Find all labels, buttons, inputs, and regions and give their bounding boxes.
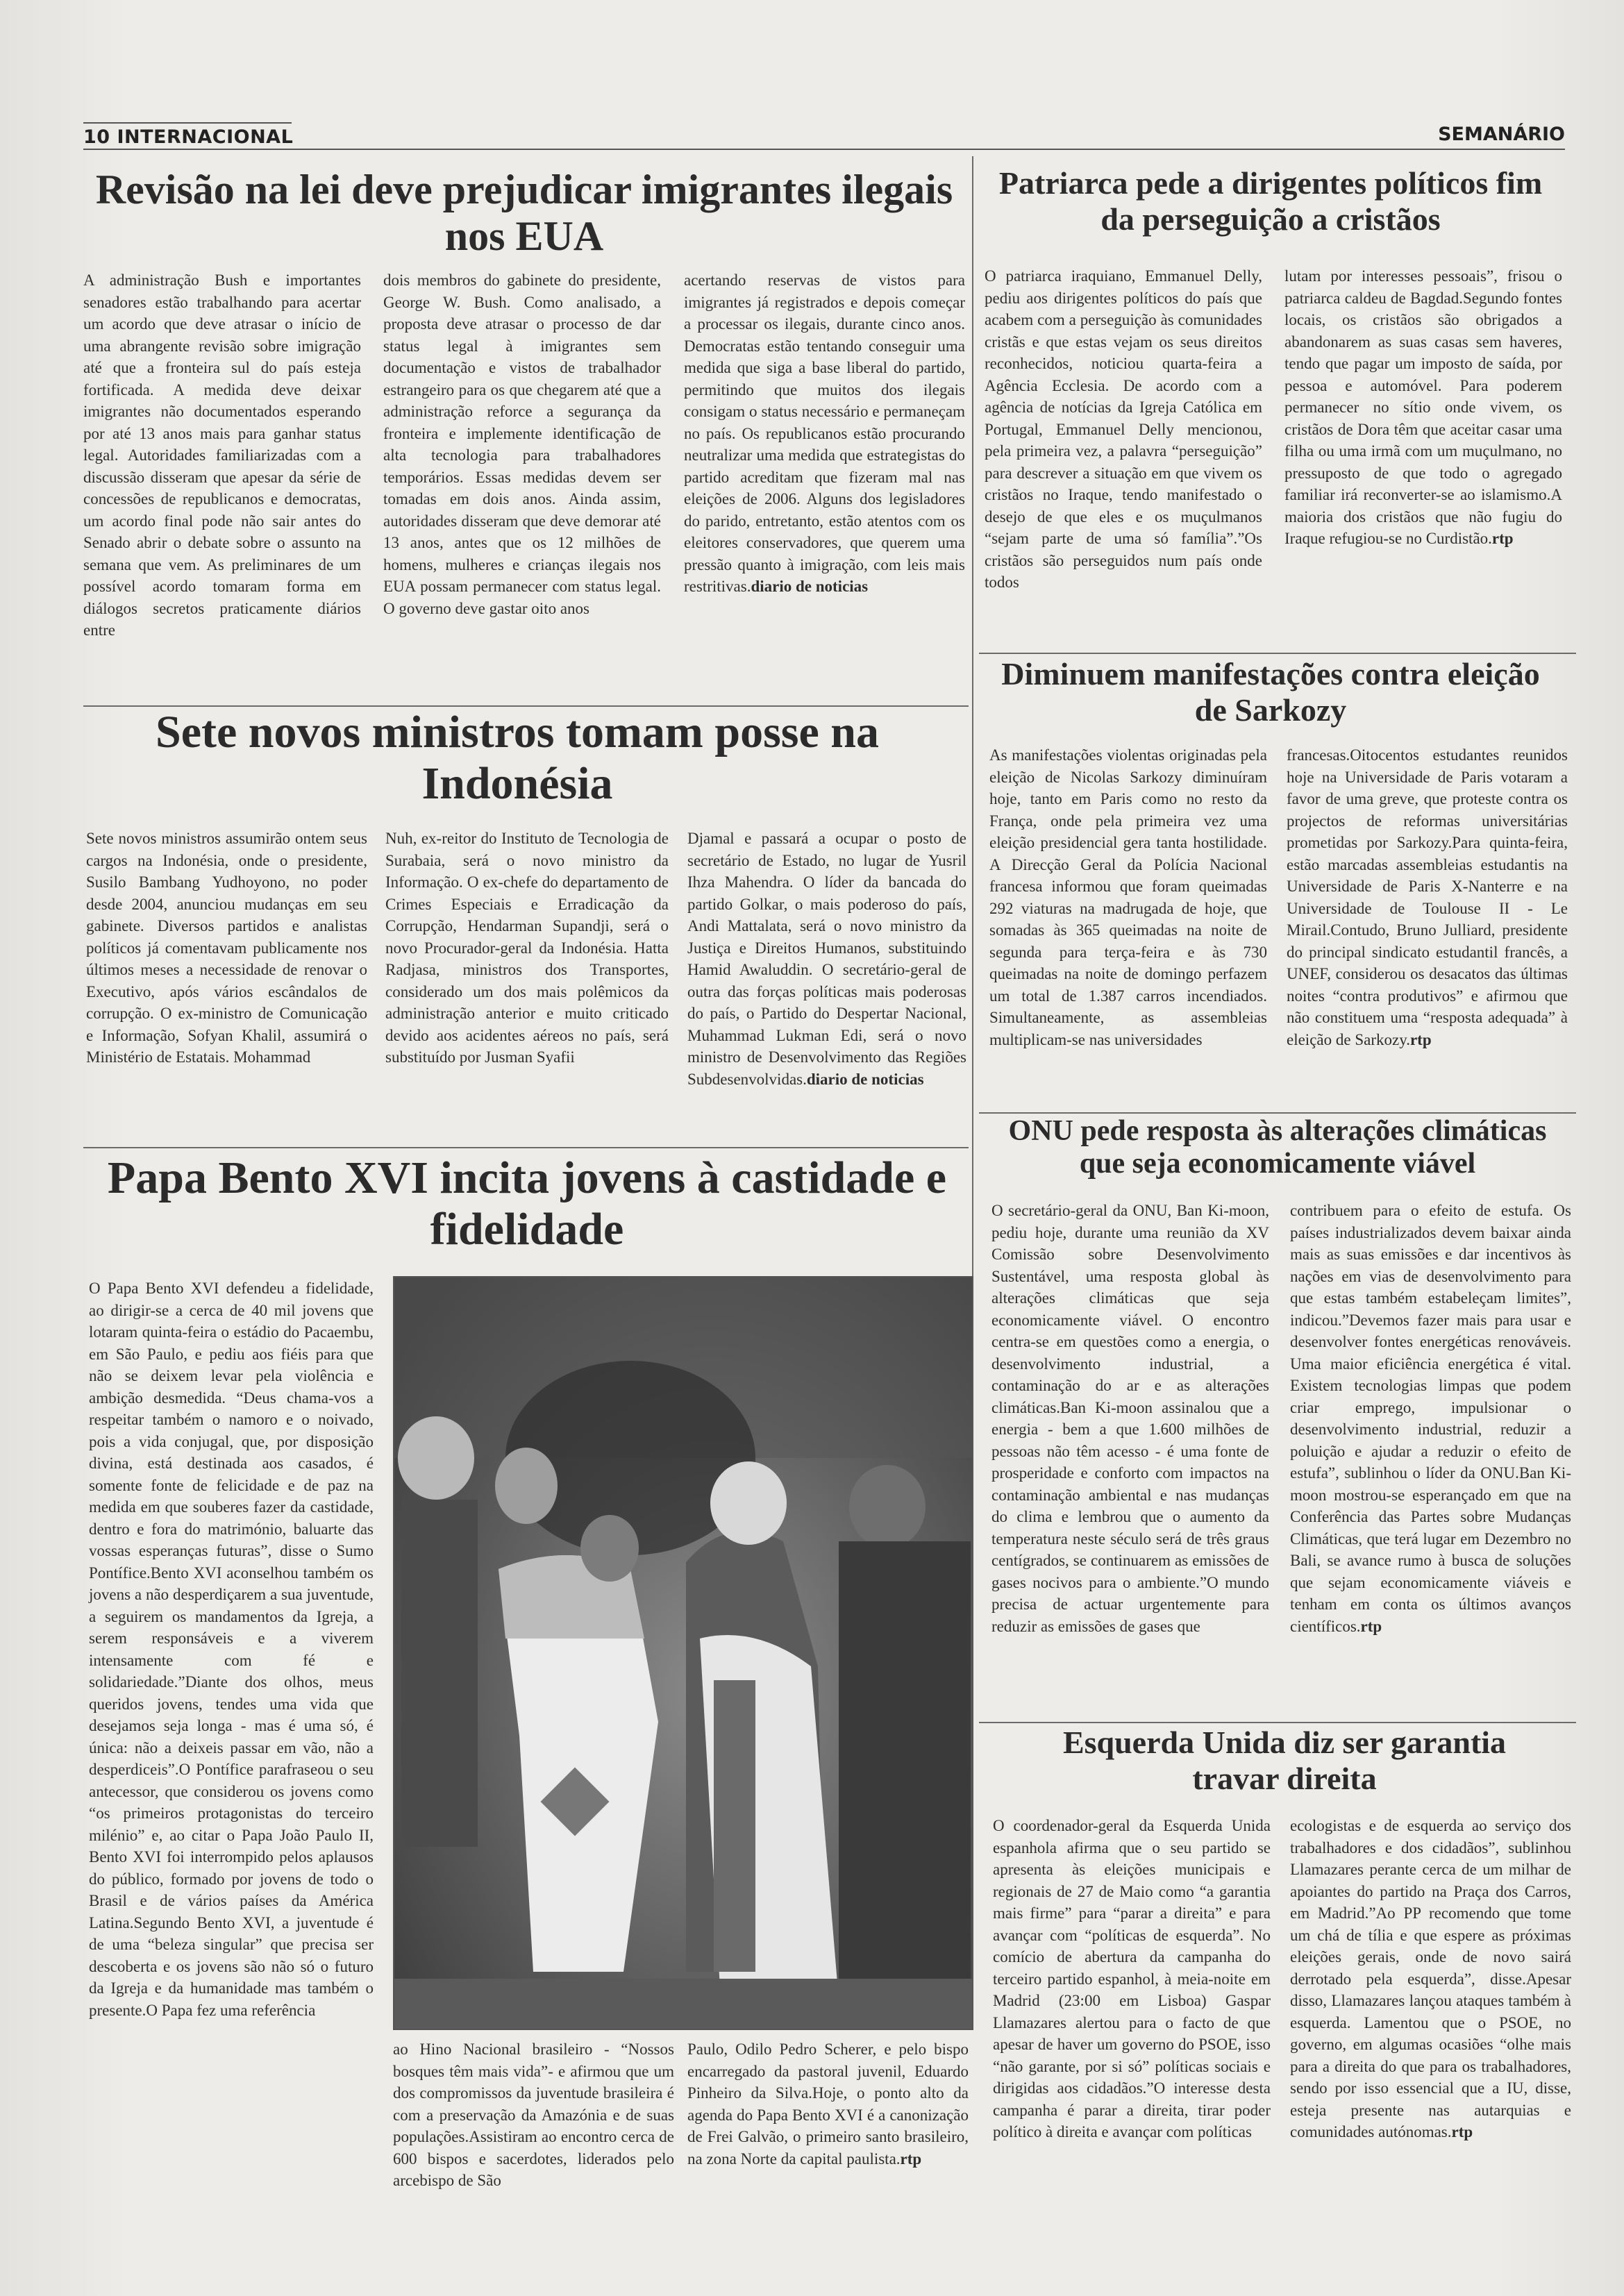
- source-label: rtp: [1451, 2123, 1473, 2140]
- article-papa-col3: Paulo, Odilo Pedro Scherer, e pelo bispo encarregado da pastoral juvenil, Eduardo Pinheiro da Silva.Hoje, o ponto alto da agenda do Papa Bento XVI é a canonização de Frei Galvão, o primeiro santo brasileiro, na zona Norte da capital paulista.rtp: [687, 2041, 969, 2168]
- article-imigrantes-col1: A administração Bush e importantes senadores estão trabalhando para acertar um acordo que deve atrasar o início de uma abrangente revisão sobre imigração até que a fronteira sul do país esteja fortificada. A medida deve deixar imigrantes não documentados esperando por até 13 anos mais para ganhar status legal. Autoridades familiarizadas com a discussão disseram que apesar da série de concessões de republicanos e democratas, um acordo final pode não sair antes do Senado abrir o debate sobre o assunto na semana que vem. As preliminares de um possível acordo tomaram forma em diálogos secretos praticamente diários entre: [83, 271, 361, 639]
- headline-papa: Papa Bento XVI incita jovens à castidade e fidelidade: [107, 1153, 947, 1255]
- source-label: diario de noticias: [806, 1070, 924, 1088]
- article-ministros-col1: Sete novos ministros assumirão ontem seus cargos na Indonésia, onde o presidente, Susilo Bambang Yudhoyono, no poder desde 2004, anunciou mudanças em seu gabinete. Diversos partidos e analistas políticos já comentavam publicamente nos últimos meses a necessidade de renovar o Executivo, após vários escândalos de corrupção. O ex-ministro de Comunicação e Informação, Sofyan Khalil, assumirá o Ministério de Estatais. Mohammad: [86, 830, 367, 1066]
- article-sarkozy-col1: As manifestações violentas originadas pela eleição de Nicolas Sarkozy diminuíram hoje, tanto em Paris como no resto da França, onde pela primeira vez uma eleição presidencial gera tanta hostilidade. A Direcção Geral da Polícia Nacional francesa informou que foram queimadas 292 viaturas na madrugada de hoje, que somadas às 365 queimadas na noite de segunda para terça-feira e às 730 queimadas na noite de domingo perfazem um total de 1.387 carros incendiados. Simultaneamente, as assembleias multiplicam-se nas universidades: [989, 746, 1267, 1048]
- headline-onu: ONU pede resposta às alterações climáticas que seja economicamente viável: [1008, 1115, 1547, 1180]
- article-divider: [979, 1722, 1576, 1723]
- headline-patriarca: Patriarca pede a dirigentes políticos fim da perseguição a cristãos: [998, 165, 1543, 237]
- article-imigrantes-col2: dois membros do gabinete do presidente, George W. Bush. Como analisado, a proposta deve atrasar o processo de dar status legal à imigrantes sem documentação e vistos de trabalhador estrangeiro para os que chegarem até que a administração reforce a segurança da fronteira e implemente identificação de alta tecnologia para trabalhadores temporários. Essas medidas devem ser tomadas em dois anos. Ainda assim, autoridades disseram que deve demorar até 13 anos, antes que os 12 milhões de homens, mulheres e crianças ilegais nos EUA possam permanecer com status legal. O governo deve gastar oito anos: [383, 271, 661, 617]
- source-label: rtp: [1491, 530, 1514, 547]
- headline-imigrantes: Revisão na lei deve prejudicar imigrantes ilegais nos EUA: [95, 167, 953, 260]
- column-divider: [972, 156, 973, 1309]
- paper-name: SEMANÁRIO: [1438, 124, 1565, 145]
- headline-ministros: Sete novos ministros tomam posse na Indonésia: [156, 707, 879, 809]
- pope-photo-image: [394, 1277, 972, 2029]
- header-rule: [83, 149, 1565, 150]
- source-label: diario de noticias: [751, 578, 869, 595]
- article-onu-col2: contribuem para o efeito de estufa. Os países industrializados devem baixar ainda mais as suas emissões e dar incentivos às nações em vias de desenvolvimento para que estas também estabeleçam limites”, indicou.”Devemos fazer mais para usar e desenvolver fontes energéticas renováveis. Uma maior eficiência energética é vital. Existem tecnologias limpas que podem criar emprego, impulsionar o desenvolvimento industrial, reduzir a poluição e ajudar a reduzir o efeito de estufa”, sublinhou o líder da ONU.Ban Ki-moon mostrou-se esperançado em que na Conferência das Partes sobre Mudanças Climáticas, que terá lugar em Dezembro no Bali, se avance rumo à busca de soluções que sejam economicamente viáveis e tenham em conta os últimos avanços científicos.rtp: [1290, 1202, 1571, 1635]
- article-divider: [83, 1147, 969, 1148]
- section-label: 10 INTERNACIONAL: [83, 126, 294, 148]
- article-sarkozy-col2: francesas.Oitocentos estudantes reunidos hoje na Universidade de Paris votaram a favor de uma greve, que proteste contra os projectos de reformas universitárias prometidas por Sarkozy.Para quinta-feira, estão marcadas assembleias estudantis na Universidade de Paris X-Nanterre e na Universidade de Toulouse II - Le Mirail.Contudo, Bruno Julliard, presidente do principal sindicato estudantil francês, a UNEF, considerou os desacatos das últimas noites “contra produtivos” e afirmou que não constituem uma “resposta adequada” à eleição de Sarkozy.rtp: [1287, 746, 1568, 1048]
- article-ministros-col2: Nuh, ex-reitor do Instituto de Tecnologia de Surabaia, será o novo ministro da Informação. O ex-chefe do departamento de Crimes Especiais e Erradicação da Corrupção, Hendarman Supandji, será o novo Procurador-geral da Indonésia. Hatta Radjasa, ministros dos Transportes, considerado um dos mais polêmicos da administração anterior e muito criticado devido aos acidentes aéreos no país, será substituído por Jusman Syafii: [385, 830, 669, 1066]
- article-patriarca-col1: O patriarca iraquiano, Emmanuel Delly, pediu aos dirigentes políticos do país que acabem com a perseguição às comunidades cristãs e que estas vejam os seus direitos reconhecidos, noticiou quarta-feira a Agência Ecclesia. De acordo com a agência de notícias da Igreja Católica em Portugal, Emmanuel Delly mencionou, pela primeira vez, a palavra “perseguição” para descrever a situação em que vivem os cristãos no Iraque, tendo manifestado o desejo de que eles e os muçulmanos “sejam parte de uma só família”.”Os cristãos são perseguidos num país onde todos: [985, 267, 1262, 591]
- article-divider: [979, 1112, 1576, 1114]
- source-label: rtp: [1360, 1617, 1382, 1635]
- article-patriarca-col2: lutam por interesses pessoais”, frisou o patriarca caldeu de Bagdad.Segundo fontes locais, os cristãos são obrigados a abandonarem as suas casas sem haveres, tendo que pagar um imposto de saída, por pessoa e automóvel. Para poderem permanecer no sítio onde vivem, os cristãos de Dora têm que aceitar casar uma filha ou uma irmã com um muçulmano, no pressuposto de que todo o agregado familiar irá reconverter-se ao islamismo.A maioria dos cristãos que não fugiu do Iraque refugiou-se no Curdistão.rtp: [1284, 267, 1562, 547]
- article-imigrantes-col3: acertando reservas de vistos para imigrantes já registrados e depois começar a processar os ilegais, durante cinco anos. Democratas estão tentando conseguir uma medida que siga a base liberal do partido, permitindo que muitos dos ilegais consigam o status necessário e permaneçam no país. Os republicanos estão procurando neutralizar uma medida que estrategistas do partido acreditam que fizeram mal nas eleições de 2006. Alguns dos legisladores do parido, entretanto, estão atentos com os eleitores conservadores, que querem uma pressão quanto à imigração, com leis mais restritivas.diario de noticias: [684, 271, 965, 595]
- article-divider: [979, 653, 1576, 654]
- source-label: rtp: [1409, 1030, 1432, 1048]
- pope-photo: [393, 1276, 973, 2030]
- article-papa-col2: ao Hino Nacional brasileiro - “Nossos bosques têm mais vida”- e afirmou que um dos compromissos da juventude brasileira é com a preservação da Amazónia e de suas populações.Assistiram ao encontro cerca de 600 bispos e sacerdotes, liderados pelo arcebispo de São: [393, 2041, 674, 2189]
- article-esquerda-col2: ecologistas e de esquerda ao serviço dos trabalhadores e dos cidadãos”, sublinhou Llamazares perante cerca de um milhar de apoiantes do partido na Praça dos Carros, em Madrid.”Ao PP recomendo que tome um chá de tília e que espere as próximas eleições gerais, onde de novo sairá derrotado pela esquerda”, disse.Apesar disso, Llamazares lançou ataques também à esquerda. Lamentou que o PSOE, no governo, em algumas ocasiões “olhe mais para a direita do que para os trabalhadores, sendo por isso essencial que a IU, disse, esteja presente nas autarquias e comunidades autónomas.rtp: [1290, 1817, 1571, 2140]
- article-ministros-col3: Djamal e passará a ocupar o posto de secretário de Estado, no lugar de Yusril Ihza Mahendra. O líder da bancada do partido Golkar, o mais poderoso do país, Andi Mattalata, será o novo ministro da Justiça e Direitos Humanos, substituindo Hamid Awaluddin. O secretário-geral de outra das forças políticas mais poderosas do país, o Partido do Despertar Nacional, Muhammad Lukman Edi, será o novo ministro de Desenvolvimento das Regiões Subdesenvolvidas.diario de noticias: [687, 830, 966, 1088]
- article-esquerda-col1: O coordenador-geral da Esquerda Unida espanhola afirma que o seu partido se apresenta às eleições municipais e regionais de 27 de Maio como “a garantia mais firme” para “parar a direita” e para avançar com “políticas de esquerda”. No comício de abertura da campanha do terceiro partido espanhol, à meia-noite em Madrid (23:00 em Lisboa) Gaspar Llamazares alertou para o facto de que apesar de haver um governo do PSOE, isso “não garante, por si só” políticas sociais e dirigidas aos cidadãos.”O interesse desta campanha é parar a direita, tirar poder político à direita e avançar com políticas: [993, 1817, 1271, 2140]
- headline-esquerda: Esquerda Unida diz ser garantia travar direita: [1062, 1725, 1507, 1796]
- article-onu-col1: O secretário-geral da ONU, Ban Ki-moon, pediu hoje, durante uma reunião da XV Comissão sobre Desenvolvimento Sustentável, uma resposta global às alterações climáticas que seja economicamente viável. O encontro centra-se em questões como a energia, o desenvolvimento industrial, a contaminação do ar e as alterações climáticas.Ban Ki-moon assinalou que a energia - bem a que 1.600 milhões de pessoas não têm acesso - é uma fonte de prosperidade e conforto com impactos na contaminação ambiental e nas mudanças do clima e lembrou que o aumento da temperatura neste século será de três graus centígrados, se continuarem as emissões de gases nocivos para o ambiente.”O mundo precisa de actuar urgentemente para reduzir as emissões de gases que: [991, 1202, 1269, 1635]
- header-rule-top: [83, 122, 292, 124]
- source-label: rtp: [900, 2150, 922, 2168]
- headline-sarkozy: Diminuem manifestações contra eleição de Sarkozy: [1001, 656, 1540, 728]
- article-papa-col1: O Papa Bento XVI defendeu a fidelidade, ao dirigir-se a cerca de 40 mil jovens que lotaram quinta-feira o estádio do Pacaembu, em São Paulo, e pediu aos fiéis para que não se deixem levar pela violência e ambição desmedida. “Deus chama-vos a respeitar também o namoro e o noivado, pois a vida conjugal, que, por disposição divina, está destinada aos casados, é somente fonte de felicidade e de paz na medida em que souberes fazer da castidade, dentro e fora do matrimónio, baluarte das vossas esperanças futuras”, disse o Sumo Pontífice.Bento XVI aconselhou também os jovens a não desperdiçarem a sua juventude, a seguirem os mandamentos da Igreja, a serem responsáveis e a viverem intensamente com fé e solidariedade.”Diante dos olhos, meus queridos jovens, tendes uma vida que desejamos seja longa - mas é uma só, é única: não a deixeis passar em vão, não a desperdiceis”.O Pontífice parafraseou o seu antecessor, que considerou os jovens como “os primeiros protagonistas do terceiro milénio” e, ao citar o Papa João Paulo II, Bento XVI foi interrompido pelos aplausos do público, formado por jovens de todo o Brasil e de vários países da América Latina.Segundo Bento XVI, a juventude é de uma “beleza singular” que precisa ser descoberta e os jovens são não só o futuro da Igreja e da humanidade mas também o presente.O Papa fez uma referência: [89, 1280, 374, 2019]
